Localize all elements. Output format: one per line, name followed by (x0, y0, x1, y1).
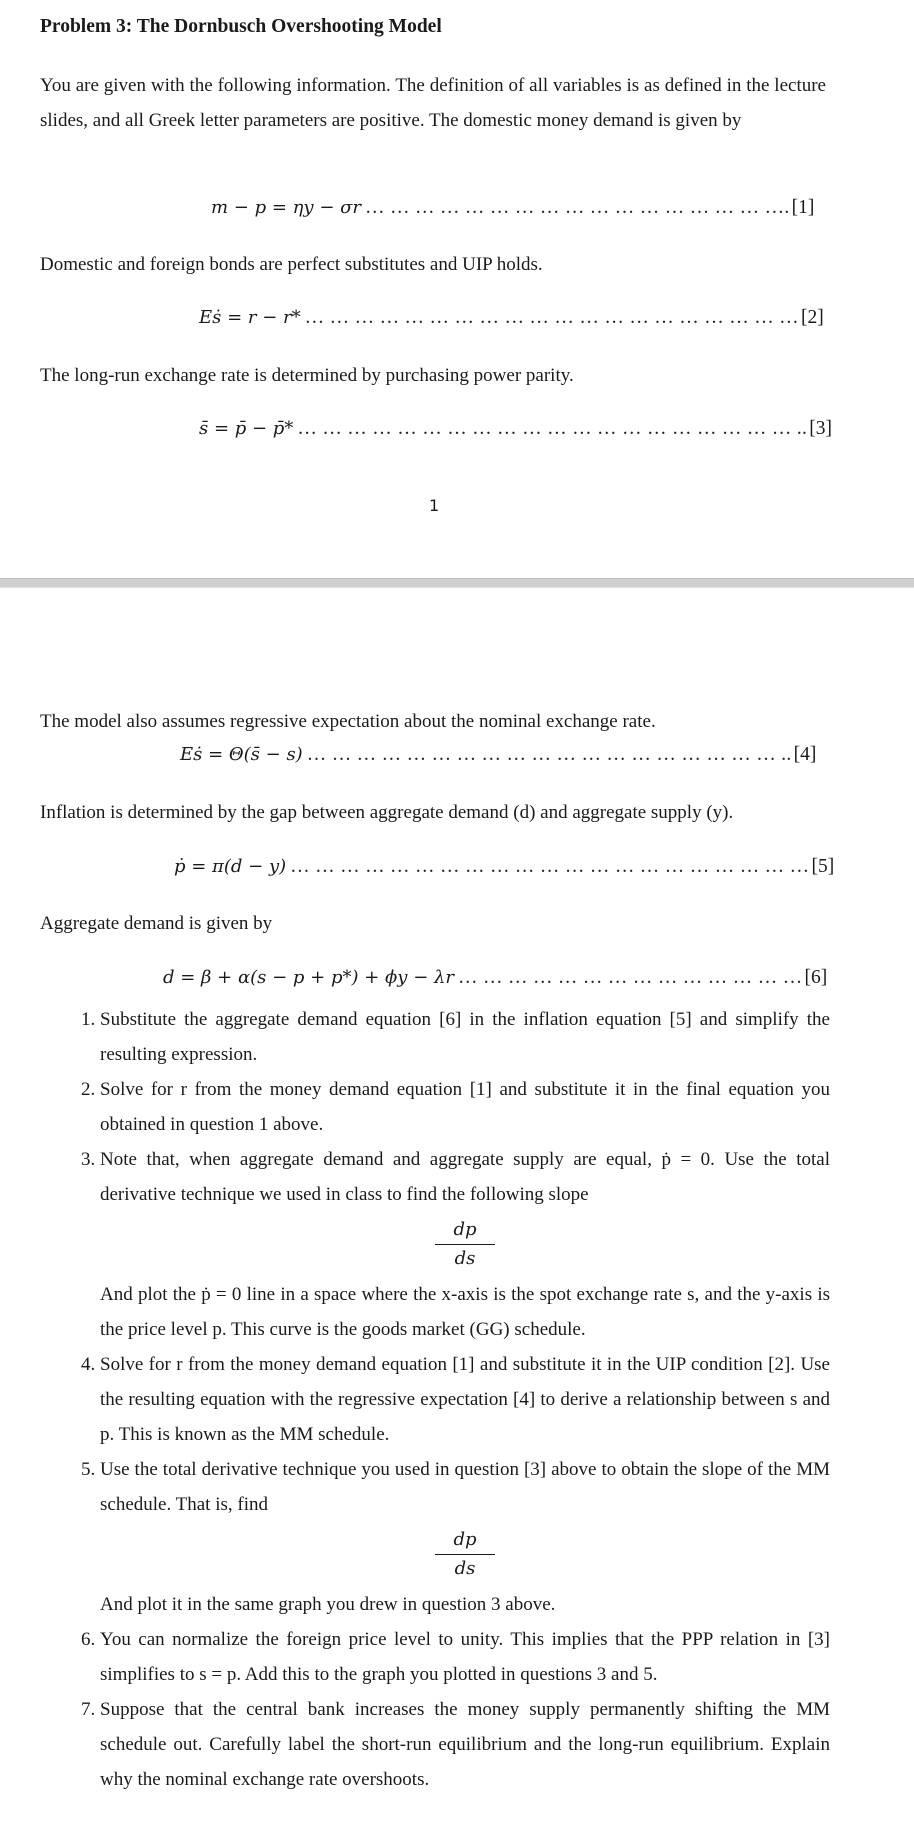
equation-5-tag: [5] (811, 856, 835, 877)
equation-6-tag: [6] (804, 967, 828, 988)
question-5-continuation: And plot it in the same graph you drew in question 3 above. (100, 1594, 556, 1615)
question-3-continuation: And plot the ṗ = 0 line in a space where the x-axis is the spot exchange rate s, and the y-axis is the price level p. This curve is the goods market (GG) schedule. (100, 1284, 830, 1340)
question-3 (100, 1142, 830, 1347)
question-5-fraction-denominator: ds (454, 1558, 476, 1579)
question-4-text: 4. Solve for r from the money demand equation [1] and substitute it in the UIP condition [2]. Use the resulting equation with the regressive expectation [4] to derive a relationship between s and p. This is known as the MM schedule. (100, 1354, 830, 1445)
equation-1-leader: … … … … … … … … … … … … … … … … …. (365, 197, 790, 218)
document-page-1 (0, 0, 914, 578)
question-5 (100, 1452, 830, 1622)
equation-2-math: Eṡ = r − r* (199, 307, 301, 328)
equation-2 (199, 307, 824, 329)
question-3-text: 3. Note that, when aggregate demand and aggregate supply are equal, ṗ = 0. Use the total derivative technique we used in class to find the following slope (100, 1149, 830, 1205)
question-4 (100, 1347, 830, 1452)
equation-6 (163, 967, 827, 989)
question-2 (100, 1072, 830, 1142)
problem-title: Problem 3: The Dornbusch Overshooting Model (40, 16, 442, 37)
equation-3-leader: … … … … … … … … … … … … … … … … … … … … .. (297, 418, 808, 439)
equation-4 (180, 744, 816, 766)
question-3-fraction-numerator: dp (435, 1218, 495, 1245)
page-number: 1 (429, 496, 440, 515)
equation-1-tag: [1] (791, 197, 815, 218)
equation-4-math: Eṡ = Θ(s̄ − s) (180, 744, 303, 765)
equation-6-math: d = β + α(s − p + p*) + ϕy − λr (163, 967, 455, 988)
equation-5 (174, 856, 834, 878)
question-5-text: 5. Use the total derivative technique you used in question [3] above to obtain the slope of the MM schedule. That is, find (100, 1459, 830, 1515)
equation-5-math: ṗ = π(d − y) (174, 856, 287, 877)
bonds-paragraph: Domestic and foreign bonds are perfect substitutes and UIP holds. (40, 254, 543, 275)
equation-5-leader: … … … … … … … … … … … … … … … … … … … … … (290, 856, 810, 877)
aggregate-demand-paragraph: Aggregate demand is given by (40, 913, 273, 934)
equation-6-leader: … … … … … … … … … … … … … … (458, 967, 803, 988)
question-7 (100, 1692, 830, 1797)
equation-2-tag: [2] (800, 307, 824, 328)
intro-paragraph: You are given with the following information. The definition of all variables is as defined in the lecture slides, and all Greek letter parameters are positive. The domestic money demand is given by (40, 75, 826, 131)
equation-3 (199, 418, 832, 440)
question-6 (100, 1622, 830, 1692)
question-3-fraction (435, 1218, 495, 1271)
question-1-text: 1. Substitute the aggregate demand equation [6] in the inflation equation [5] and simplify the resulting expression. (100, 1009, 830, 1065)
equation-4-tag: [4] (793, 744, 817, 765)
inflation-paragraph: Inflation is determined by the gap between aggregate demand (d) and aggregate supply (y). (40, 802, 734, 823)
question-6-text: 6. You can normalize the foreign price level to unity. This implies that the PPP relation in [3] simplifies to s = p. Add this to the graph you plotted in questions 3 and 5. (100, 1629, 830, 1685)
equation-1 (211, 197, 814, 219)
question-5-fraction-numerator: dp (435, 1528, 495, 1555)
question-2-text: 2. Solve for r from the money demand equation [1] and substitute it in the final equation you obtained in question 1 above. (100, 1079, 830, 1135)
equation-3-math: s̄ = p̄ − p̄* (199, 418, 294, 439)
question-list (40, 1002, 830, 1797)
question-3-fraction-denominator: ds (454, 1248, 476, 1269)
question-7-text: 7. Suppose that the central bank increases the money supply permanently shifting the MM schedule out. Carefully label the short-run equilibrium and the long-run equilibrium. Explain why the nominal exchange rate overshoots. (100, 1699, 830, 1790)
question-1 (100, 1002, 830, 1072)
equation-2-leader: … … … … … … … … … … … … … … … … … … … … (304, 307, 799, 328)
page-separator (0, 578, 914, 588)
ppp-paragraph: The long-run exchange rate is determined by purchasing power parity. (40, 365, 574, 386)
equation-4-leader: … … … … … … … … … … … … … … … … … … … .. (306, 744, 792, 765)
equation-3-tag: [3] (809, 418, 832, 439)
question-5-fraction (435, 1528, 495, 1581)
regressive-paragraph: The model also assumes regressive expectation about the nominal exchange rate. (40, 711, 656, 732)
equation-1-math: m − p = ηy − σr (211, 197, 362, 218)
